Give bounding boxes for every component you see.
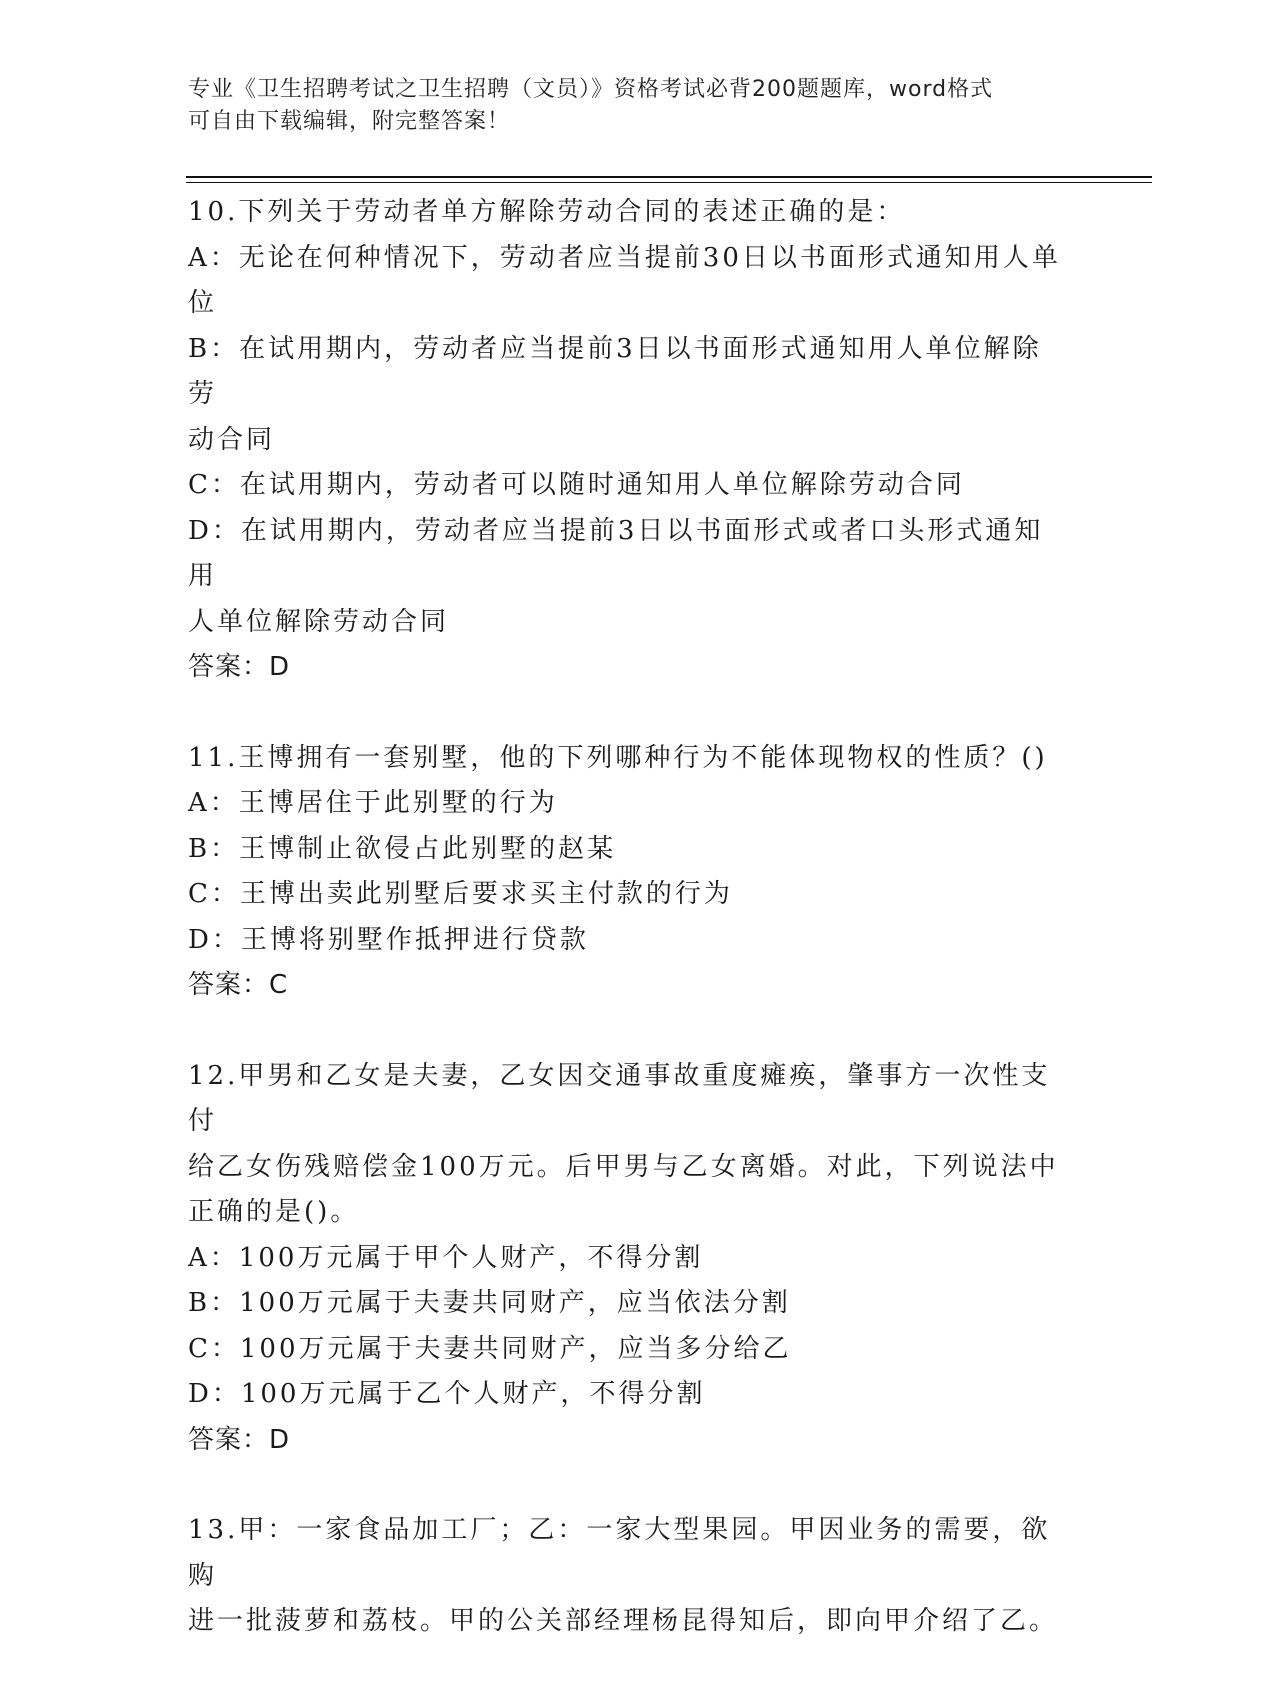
answer-option: D：在试用期内，劳动者应当提前3日以书面形式或者口头形式通知用 bbox=[188, 515, 1044, 591]
answer-option: A：王博居住于此别墅的行为 bbox=[188, 788, 558, 818]
question-list bbox=[188, 190, 1068, 1690]
question-block bbox=[188, 1508, 1068, 1645]
answer-key: 答案：C bbox=[188, 970, 289, 1000]
question-block bbox=[188, 1054, 1068, 1464]
answer-option: C：100万元属于夫妻共同财产，应当多分给乙 bbox=[188, 1333, 792, 1364]
answer-option: D：100万元属于乙个人财产，不得分割 bbox=[188, 1379, 706, 1409]
question-text: 13.甲：一家食品加工厂；乙：一家大型果园。甲因业务的需要，欲购 bbox=[188, 1515, 1051, 1591]
answer-option: D：王博将别墅作抵押进行贷款 bbox=[188, 924, 589, 955]
question-block bbox=[188, 190, 1068, 691]
answer-option: C：王博出卖此别墅后要求买主付款的行为 bbox=[188, 879, 733, 909]
header-divider-thin bbox=[186, 182, 1152, 183]
answer-key: 答案：D bbox=[188, 1424, 291, 1455]
answer-option: 人单位解除劳动合同 bbox=[188, 606, 450, 637]
question-text: 给乙女伤残赔偿金100万元。后甲男与乙女离婚。对此，下列说法中 bbox=[188, 1151, 1059, 1182]
question-text: 正确的是()。 bbox=[188, 1197, 360, 1227]
answer-option: A：无论在何种情况下，劳动者应当提前30日以书面形式通知用人单 bbox=[188, 242, 1061, 273]
header-line-1: 专业《卫生招聘考试之卫生招聘（文员）》资格考试必背200题题库，word格式 bbox=[188, 77, 994, 102]
answer-option: B：在试用期内，劳动者应当提前3日以书面形式通知用人单位解除劳 bbox=[188, 333, 1042, 409]
question-text: 11.王博拥有一套别墅，他的下列哪种行为不能体现物权的性质？() bbox=[188, 742, 1048, 773]
answer-option: C：在试用期内，劳动者可以随时通知用人单位解除劳动合同 bbox=[188, 470, 965, 500]
document-header bbox=[188, 74, 1068, 138]
answer-option: 位 bbox=[188, 288, 218, 318]
question-text: 进一批菠萝和荔枝。甲的公关部经理杨昆得知后，即向甲介绍了乙。 bbox=[188, 1606, 1059, 1636]
header-line-2: 可自由下载编辑，附完整答案！ bbox=[188, 109, 511, 134]
question-text: 10.下列关于劳动者单方解除劳动合同的表述正确的是： bbox=[188, 197, 906, 227]
header-divider-thick bbox=[186, 176, 1152, 178]
question-text: 12.甲男和乙女是夫妻，乙女因交通事故重度瘫痪，肇事方一次性支付 bbox=[188, 1060, 1051, 1136]
answer-option: 动合同 bbox=[188, 424, 276, 455]
answer-option: B：王博制止欲侵占此别墅的赵某 bbox=[188, 833, 617, 864]
answer-option: A：100万元属于甲个人财产，不得分割 bbox=[188, 1242, 704, 1273]
answer-option: B：100万元属于夫妻共同财产，应当依法分割 bbox=[188, 1288, 791, 1318]
question-block bbox=[188, 736, 1068, 1009]
answer-key: 答案：D bbox=[188, 652, 291, 682]
